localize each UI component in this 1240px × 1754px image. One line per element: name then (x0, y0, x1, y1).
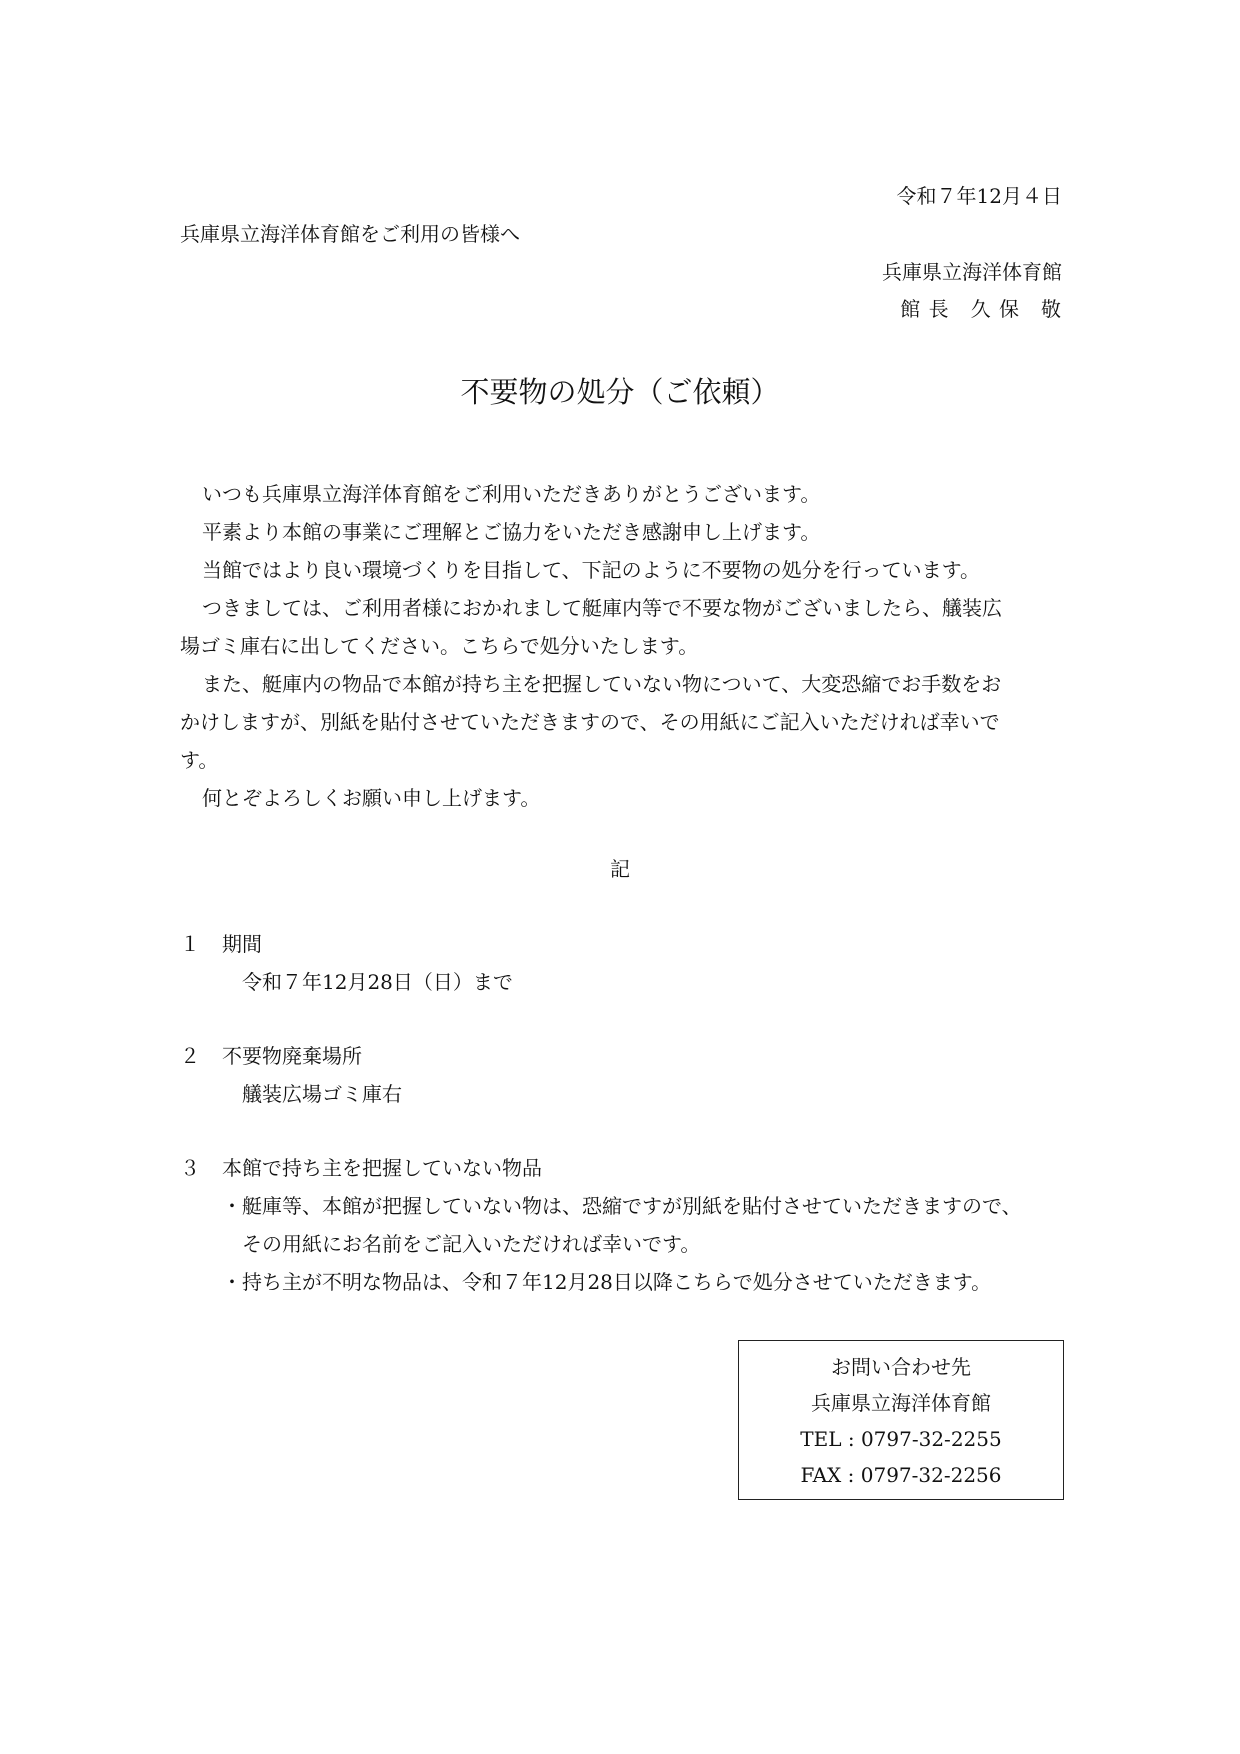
sender-organization: 兵庫県立海洋体育館 (882, 260, 1062, 284)
item-detail: 令和７年12月28日（日）まで (242, 970, 513, 994)
body-line: つきましては、ご利用者様におかれまして艇庫内等で不要な物がございましたら、艤装広 (202, 596, 1002, 620)
contact-fax: FAX : 0797-32-2256 (800, 1463, 1002, 1487)
item-heading: 不要物廃棄場所 (222, 1044, 362, 1068)
body-line: かけしますが、別紙を貼付させていただきますので、その用紙にご記入いただければ幸いで (180, 710, 1000, 734)
item-number: ３ (180, 1156, 200, 1180)
contact-box (738, 1340, 1064, 1500)
item-detail: その用紙にお名前をご記入いただければ幸いです。 (242, 1232, 701, 1256)
contact-title: お問い合わせ先 (831, 1355, 971, 1379)
body-line: また、艇庫内の物品で本館が持ち主を把握していない物について、大変恐縮でお手数をお (202, 672, 1002, 696)
item-number: ２ (180, 1044, 200, 1068)
item-detail: ・艇庫等、本館が把握していない物は、恐縮ですが別紙を貼付させていただきますので、 (222, 1194, 1022, 1218)
item-heading: 期間 (222, 932, 262, 956)
item-detail: 艤装広場ゴミ庫右 (242, 1082, 402, 1106)
body-line: す。 (180, 748, 219, 772)
item-heading: 本館で持ち主を把握していない物品 (222, 1156, 542, 1180)
body-line: 当館ではより良い環境づくりを目指して、下記のように不要物の処分を行っています。 (202, 558, 980, 582)
item-detail: ・持ち主が不明な物品は、令和７年12月28日以降こちらで処分させていただきます。 (222, 1270, 992, 1294)
body-line: 平素より本館の事業にご理解とご協力をいただき感謝申し上げます。 (202, 520, 821, 544)
body-line: 場ゴミ庫右に出してください。こちらで処分いたします。 (180, 634, 699, 658)
document-date: 令和７年12月４日 (896, 184, 1062, 208)
body-line: 何とぞよろしくお願い申し上げます。 (202, 786, 541, 810)
addressee: 兵庫県立海洋体育館をご利用の皆様へ (180, 222, 520, 246)
document-title: 不要物の処分（ご依頼） (460, 375, 780, 409)
item-number: １ (180, 932, 200, 956)
sender-name: 館 長 久 保 敬 (900, 297, 1062, 321)
contact-tel: TEL : 0797-32-2255 (800, 1427, 1002, 1451)
body-line: いつも兵庫県立海洋体育館をご利用いただきありがとうございます。 (202, 482, 821, 506)
contact-organization: 兵庫県立海洋体育館 (811, 1391, 991, 1415)
ki-marker: 記 (610, 857, 630, 881)
